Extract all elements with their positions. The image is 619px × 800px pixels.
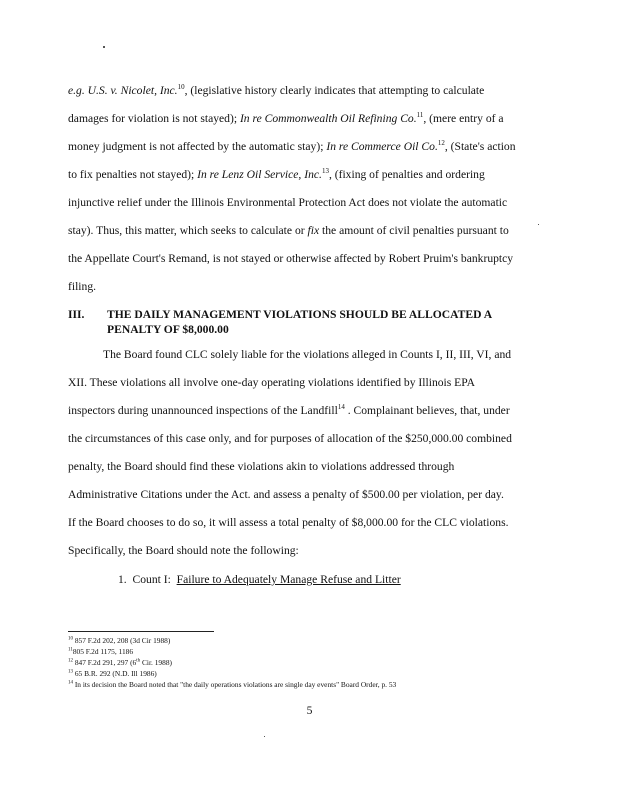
- section-title-line2: PENALTY OF $8,000.00: [107, 323, 229, 336]
- body-line: e.g. U.S. v. Nicolet, Inc.$^{10}$, (legislative history clearly indicates that attempting to calculate: [68, 83, 485, 97]
- page-number: 5: [306, 704, 313, 717]
- body-line: money judgment is not affected by the automatic stay); In re Commerce Oil Co.$^{12}$, (State's action: [68, 139, 516, 153]
- section-title-line1: THE DAILY MANAGEMENT VIOLATIONS SHOULD BE ALLOCATED A: [107, 308, 493, 321]
- list-prefix: Count I:: [132, 573, 171, 586]
- footnote: $^{11}$805 F.2d 1175, 1186: [68, 647, 134, 656]
- footnote-ref: 10: [177, 83, 185, 92]
- body-line: the Appellate Court's Remand, is not stayed or otherwise affected by Robert Pruim's bankruptcy: [68, 252, 514, 265]
- body-line: stay). Thus, this matter, which seeks to calculate or fix the amount of civil penalties pursuant to: [68, 224, 509, 237]
- list-item: [118, 573, 608, 587]
- list-title: Failure to Adequately Manage Refuse and Litter: [176, 573, 401, 586]
- footnote: $^{14}$ In its decision the Board noted that "the daily operations violations are single day events" Board Order, p. 53: [68, 680, 397, 689]
- list-number: 1.: [118, 573, 127, 586]
- body-line: injunctive relief under the Illinois Environmental Protection Act does not violate the automatic: [68, 196, 508, 209]
- case-citation: e.g. U.S. v. Nicolet, Inc.: [68, 84, 178, 97]
- footnote-ref: 11: [416, 111, 424, 120]
- footnote: $^{12}$ 847 F.2d 291, 297 (6th Cir. 1988): [68, 658, 172, 667]
- body-line: inspectors during unannounced inspections of the Landfill$^{14}$ . Complainant believes, that, under: [68, 403, 510, 417]
- body-line: Specifically, the Board should note the following:: [68, 544, 299, 557]
- footnote-ref: 13: [321, 167, 329, 176]
- section-number: III.: [68, 308, 85, 321]
- body-line: Administrative Citations under the Act. and assess a penalty of $500.00 per violation, per day.: [68, 488, 504, 501]
- footnote-separator: [68, 631, 214, 632]
- body-line: the circumstances of this case only, and for purposes of allocation of the $250,000.00 combined: [68, 432, 512, 445]
- body-line: to fix penalties not stayed); In re Lenz Oil Service, Inc.$^{13}$, (fixing of penalties and ordering: [68, 167, 485, 181]
- footnote-ref: 12: [437, 139, 445, 148]
- scan-speck: [103, 46, 105, 48]
- footnote: $^{13}$ 65 B.R. 292 (N.D. Ill 1986): [68, 669, 157, 678]
- body-line: The Board found CLC solely liable for the violations alleged in Counts I, II, III, VI, and: [103, 348, 512, 361]
- case-citation: In re Commonwealth Oil Refining Co.: [239, 112, 417, 125]
- body-line: XII. These violations all involve one-day operating violations identified by Illinois EPA: [68, 376, 476, 389]
- body-line: penalty, the Board should find these violations akin to violations addressed through: [68, 460, 455, 473]
- footnote: $^{10}$ 857 F.2d 202, 208 (3d Cir 1988): [68, 636, 171, 645]
- footnote-ref: 14: [337, 403, 345, 412]
- body-line: filing.: [68, 280, 97, 293]
- case-citation: In re Commerce Oil Co.: [326, 140, 438, 153]
- scan-speck: [264, 736, 265, 737]
- case-citation: In re Lenz Oil Service, Inc.: [197, 168, 322, 181]
- body-line: damages for violation is not stayed); In re Commonwealth Oil Refining Co.$^{11}$, (mere entry of a: [68, 111, 504, 125]
- body-line: If the Board chooses to do so, it will assess a total penalty of $8,000.00 for the CLC violations.: [68, 516, 509, 529]
